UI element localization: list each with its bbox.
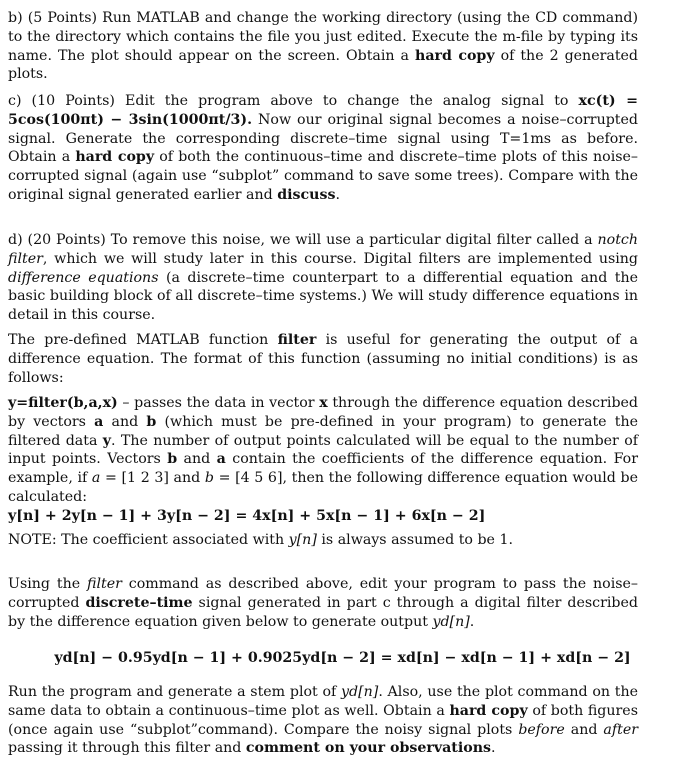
emphasis: yd[n] xyxy=(432,613,470,630)
text: Edit the program above to change the analog signal to xyxy=(125,93,579,109)
filter-description-paragraph xyxy=(8,394,638,526)
emphasis: discrete–time xyxy=(85,594,193,611)
text: Using the xyxy=(8,576,88,592)
analog-signal-equation: xc(t) = 5cos(100πt) − 3sin(1000πt/3). xyxy=(8,93,639,128)
emphasis: x xyxy=(319,395,328,411)
text: is always assumed to be 1. xyxy=(316,532,513,548)
emphasis: comment on your observations xyxy=(245,740,492,757)
filter-syntax: y=filter(b,a,x) xyxy=(8,395,118,411)
emphasis: y[n] xyxy=(288,532,317,548)
note-paragraph xyxy=(8,531,638,550)
text: . xyxy=(335,186,340,203)
emphasis: a xyxy=(91,470,101,487)
part-c-label: c) (10 Points) xyxy=(8,93,126,109)
text: is useful for generating the output of a difference equation. The format of this function (assuming no initial conditions) is as follows: xyxy=(8,332,638,386)
text: (which must be pre-defined in your program) to generate the filtered data xyxy=(8,413,639,449)
emphasis: hard copy xyxy=(415,47,495,64)
text: NOTE: The coefficient associated with xyxy=(8,532,289,548)
text: . Also, use the plot command on the same data to obtain a continuous–time plot as well. Obtain a xyxy=(8,684,639,719)
emphasis: after xyxy=(603,721,638,738)
text: Run the program and generate a stem plot of xyxy=(8,684,341,700)
emphasis: b xyxy=(146,413,157,430)
text: To remove this noise, we will use a particular digital filter called a xyxy=(110,232,598,248)
emphasis: hard copy xyxy=(75,149,155,166)
text: (a discrete–time counterpart to a differential equation and the basic building block of all discrete–time systems.) We will study difference equations in detail in this course. xyxy=(8,269,638,324)
text: passing it through this filter and xyxy=(8,740,246,757)
emphasis: a xyxy=(94,413,104,430)
emphasis: notch filter xyxy=(8,232,638,267)
text: . xyxy=(491,740,496,757)
text: = [1 2 3] and xyxy=(100,470,205,487)
part-d-label: d) (20 Points) xyxy=(8,232,111,248)
text: of both figures (once again use “subplot”command). Compare the noisy signal plots xyxy=(8,702,638,738)
text: signal generated in part c through a digital filter described by the difference equation given below to generate output xyxy=(8,594,638,630)
emphasis: discuss xyxy=(277,186,336,203)
emphasis: before xyxy=(518,721,565,738)
run-program-paragraph xyxy=(8,683,638,758)
filter-intro-paragraph xyxy=(8,331,638,387)
text: contain the coefficients of the difference equation. For example, if xyxy=(8,451,638,487)
emphasis: b xyxy=(204,470,214,487)
text: The pre-defined MATLAB function xyxy=(8,332,278,348)
emphasis: filter xyxy=(87,576,122,592)
text: Run MATLAB and change the working directory (using the CD command) to the directory which contains the file you just edited. Execute the m-file by typing its name. The plot should appear on the screen. Obtain a xyxy=(8,10,638,64)
emphasis: filter xyxy=(277,332,317,348)
part-c-paragraph xyxy=(8,92,638,205)
text: of both the continuous–time and discrete–time plots of this noise–corrupted signal (again use “subplot” command to save some trees). Compare with the original signal generated earlier and xyxy=(8,149,639,203)
emphasis: yd[n] − 0.95yd[n − 1] + 0.9025yd[n − 2] = xd[n] − xd[n − 1] + xd[n − 2] xyxy=(54,650,631,666)
text: . xyxy=(469,613,475,630)
emphasis: a xyxy=(216,451,226,468)
text: and xyxy=(103,413,147,430)
text: of the 2 generated plots. xyxy=(8,47,639,83)
text: – passes the data in vector xyxy=(117,395,320,411)
emphasis: yd[n] xyxy=(341,684,379,700)
part-b-paragraph xyxy=(8,9,638,84)
notch-filter-equation xyxy=(0,649,685,668)
emphasis: y xyxy=(102,432,112,449)
text: and xyxy=(177,451,217,468)
text: = [4 5 6], then the following difference equation would be calculated: xyxy=(8,470,638,505)
part-b-label: b) (5 Points) xyxy=(8,10,103,26)
text: command as described above, edit your program to pass the noise–corrupted xyxy=(8,576,639,611)
part-d-paragraph xyxy=(8,231,638,325)
using-filter-paragraph xyxy=(8,575,638,631)
text: Now our original signal becomes a noise–corrupted signal. Generate the corresponding discrete–time signal using T=1ms as before. Obtain a xyxy=(8,111,638,166)
text: through the difference equation described by vectors xyxy=(8,395,638,430)
emphasis: b xyxy=(167,451,178,468)
example-difference-equation: y[n] + 2y[n − 1] + 3y[n − 2] = 4x[n] + 5x[n − 1] + 6x[n − 2] xyxy=(8,507,486,524)
text: , which we will study later in this course. Digital filters are implemented using xyxy=(42,250,638,267)
emphasis: difference equations xyxy=(8,269,159,286)
text: and xyxy=(564,721,604,738)
emphasis: hard copy xyxy=(449,702,528,719)
text: . The number of output points calculated will be equal to the number of input points. Vectors xyxy=(8,432,638,468)
